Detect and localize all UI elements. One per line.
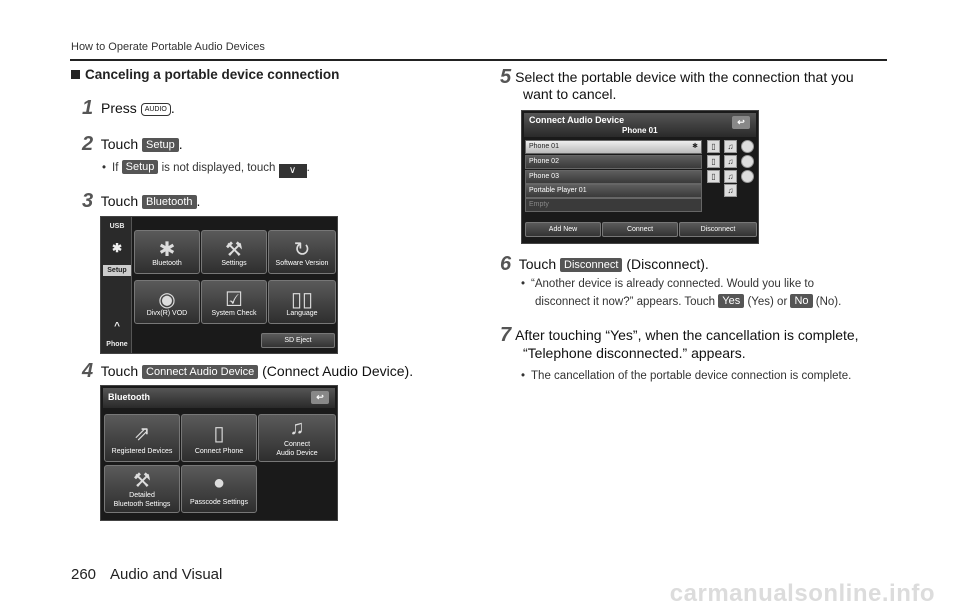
connect-audio-device-screenshot (521, 110, 759, 244)
step-7: 7 After touching “Yes”, when the cancellation is complete, (500, 324, 859, 346)
bluetooth-icon: ✱ (111, 241, 123, 255)
chevron-up-icon: ^ (114, 321, 120, 332)
lock-icon: ● (212, 472, 226, 494)
phone-icon: ▯ (707, 155, 720, 168)
disc-icon: ◉ (158, 289, 176, 311)
setup-tag: Setup (142, 138, 179, 152)
step-2-note: • If Setup is not displayed, touch ∨ . (102, 161, 310, 176)
music-icon: ♫ (724, 184, 737, 197)
step-1: 1 Press AUDIO . (82, 97, 175, 119)
connect-audio-device-tag: Connect Audio Device (142, 365, 258, 379)
disconnect-tag: Disconnect (560, 258, 622, 272)
status-circle-icon (741, 170, 754, 183)
setup-tag: Setup (122, 160, 159, 174)
device-row-phone-01: Phone 01 ✱ (525, 140, 702, 154)
device-row-empty: Empty (525, 198, 702, 212)
tile-software-version: ↻ Software Version (268, 230, 336, 274)
tools-icon: ⚒ (133, 470, 151, 492)
chevron-down-icon: ∨ (279, 164, 307, 178)
wrench-icon: ⚒ (225, 239, 243, 261)
back-icon: ↩ (732, 116, 750, 129)
yes-tag: Yes (718, 294, 744, 308)
status-circle-icon (741, 155, 754, 168)
music-icon: ♫ (724, 155, 737, 168)
back-icon: ↩ (311, 391, 329, 404)
section-title: Canceling a portable device connection (71, 67, 339, 82)
tile-divx: ◉ Divx(R) VOD (134, 280, 200, 324)
music-icon: ♫ (724, 140, 737, 153)
watermark: carmanualsonline.info (669, 580, 935, 607)
step-6-note-line-2: disconnect it now?” appears. Touch Yes (Yes) or No (No). (535, 295, 842, 308)
phone-side-item: Phone (106, 341, 128, 348)
tile-language: ▯▯ Language (268, 280, 336, 324)
square-bullet-icon (71, 70, 80, 79)
book-icon: ▯▯ (290, 289, 313, 311)
setup-side-item: Setup (103, 265, 131, 276)
step-5-line-2: want to cancel. (523, 86, 617, 102)
devices-icon: ⇗ (133, 423, 151, 445)
device-row-phone-03: Phone 03 (525, 170, 702, 184)
phone-icon: ▯ (707, 170, 720, 183)
setup-menu-screenshot (100, 216, 338, 354)
tile-bluetooth: ✱ Bluetooth (134, 230, 200, 274)
tile-settings: ⚒ Settings (201, 230, 267, 274)
step-6: 6 Touch Disconnect (Disconnect). (500, 253, 709, 275)
header-rule (70, 59, 887, 61)
audio-key-icon: AUDIO (141, 103, 171, 116)
screen-titlebar: Bluetooth ↩ (103, 388, 335, 408)
bluetooth-menu-screenshot (100, 385, 338, 521)
step-7-line-2: “Telephone disconnected.” appears. (523, 345, 746, 361)
device-row-phone-02: Phone 02 (525, 155, 702, 169)
tile-connect-phone: ▯ Connect Phone (181, 414, 257, 462)
step-4: 4 Touch Connect Audio Device (Connect Audio Device). (82, 360, 414, 382)
page-footer (71, 566, 222, 583)
phone-icon: ▯ (213, 423, 225, 445)
audio-device-icon: ♫ (289, 417, 305, 439)
bluetooth-tag: Bluetooth (142, 195, 196, 209)
disconnect-button: Disconnect (679, 222, 757, 237)
footer-section: Audio and Visual (110, 566, 223, 583)
sd-eject-button: SD Eject (261, 333, 335, 348)
bluetooth-icon: ✱ (158, 239, 176, 261)
tile-detailed-bluetooth-settings: ⚒ Detailed Bluetooth Settings (104, 465, 180, 513)
page-number: 260 (71, 566, 97, 583)
device-row-portable-player-01: Portable Player 01 (525, 184, 702, 198)
refresh-icon: ↻ (293, 239, 311, 261)
no-tag: No (790, 294, 812, 308)
status-circle-icon (741, 140, 754, 153)
connect-button: Connect (602, 222, 678, 237)
bluetooth-icon: ✱ (692, 143, 698, 150)
step-5: 5 Select the portable device with the connection that you (500, 66, 854, 88)
setup-sidebar (101, 217, 132, 353)
checklist-icon: ☑ (225, 289, 243, 311)
add-new-button: Add New (525, 222, 601, 237)
step-7-note: • The cancellation of the portable device connection is complete. (521, 370, 852, 382)
tile-passcode-settings: ● Passcode Settings (181, 465, 257, 513)
phone-icon: ▯ (707, 140, 720, 153)
screen-titlebar: Connect Audio Device Phone 01 ↩ (524, 113, 756, 137)
tile-connect-audio-device: ♫ Connect Audio Device (258, 414, 336, 462)
step-2: 2 Touch Setup . (82, 133, 183, 155)
usb-icon: USB (109, 223, 125, 230)
step-3: 3 Touch Bluetooth . (82, 190, 201, 212)
music-icon: ♫ (724, 170, 737, 183)
running-header: How to Operate Portable Audio Devices (71, 41, 265, 53)
step-6-note-line-1: • “Another device is already connected. Would you like to (521, 278, 815, 290)
tile-system-check: ☑ System Check (201, 280, 267, 324)
tile-registered-devices: ⇗ Registered Devices (104, 414, 180, 462)
